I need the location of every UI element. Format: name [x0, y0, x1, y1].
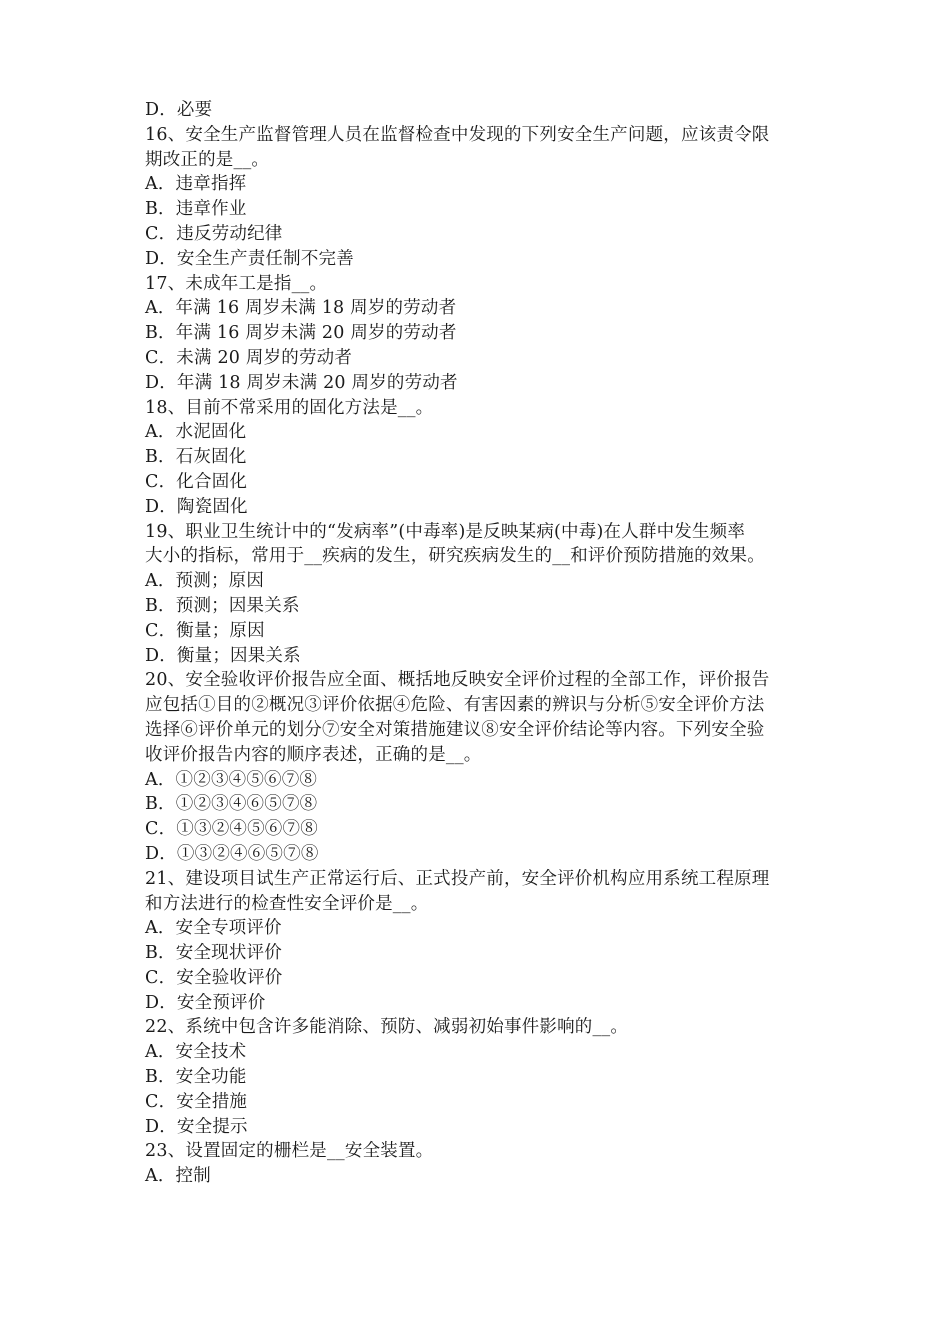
option-line: C．违反劳动纪律 — [145, 223, 283, 244]
option-line: B．违章作业 — [145, 199, 247, 220]
option-line: D．必要 — [145, 100, 213, 120]
option-line: D．衡量；因果关系 — [145, 645, 301, 666]
option-line: C．化合固化 — [145, 471, 248, 492]
document-page — [145, 98, 815, 1189]
option-line: B．安全现状评价 — [145, 943, 282, 964]
question-line: 收评价报告内容的顺序表述，正确的是__。 — [145, 744, 482, 765]
question-line: 和方法进行的检查性安全评价是__。 — [145, 893, 429, 914]
question-line: 21、建设项目试生产正常运行后、正式投产前，安全评价机构应用系统工程原理 — [145, 868, 770, 889]
option-line: D．安全生产责任制不完善 — [145, 248, 354, 269]
option-line: A．年满 16 周岁未满 18 周岁的劳动者 — [145, 298, 457, 319]
question-line: 22、系统中包含许多能消除、预防、减弱初始事件影响的__。 — [145, 1017, 629, 1038]
question-line: 17、未成年工是指__。 — [145, 273, 328, 294]
question-line: 大小的指标，常用于__疾病的发生，研究疾病发生的__和评价预防措施的效果。 — [145, 546, 765, 567]
option-line: D．安全提示 — [145, 1116, 248, 1137]
option-line: A．水泥固化 — [145, 422, 247, 443]
option-line: B．预测；因果关系 — [145, 595, 300, 616]
question-line: 23、设置固定的栅栏是__安全装置。 — [145, 1141, 434, 1162]
option-line: A．预测；原因 — [145, 571, 265, 592]
option-line: B．安全功能 — [145, 1067, 247, 1088]
option-line: C．未满 20 周岁的劳动者 — [145, 347, 353, 368]
question-line: 20、安全验收评价报告应全面、概括地反映安全评价过程的全部工作，评价报告 — [145, 670, 770, 691]
option-line: D．年满 18 周岁未满 20 周岁的劳动者 — [145, 372, 458, 393]
option-line: A．①②③④⑤⑥⑦⑧ — [145, 769, 318, 790]
question-line: 选择⑥评价单元的划分⑦安全对策措施建议⑧安全评价结论等内容。下列安全验 — [145, 719, 765, 740]
question-line: 16、安全生产监督管理人员在监督检查中发现的下列安全生产问题，应该责令限 — [145, 124, 770, 145]
question-line: 期改正的是__。 — [145, 149, 270, 170]
question-line: 19、职业卫生统计中的“发病率”(中毒率)是反映某病(中毒)在人群中发生频率 — [145, 521, 746, 542]
option-line: D．①③②④⑥⑤⑦⑧ — [145, 843, 319, 864]
option-line: C．安全验收评价 — [145, 967, 283, 988]
option-line: C．①③②④⑤⑥⑦⑧ — [145, 819, 318, 840]
option-line: A．控制 — [145, 1166, 211, 1187]
option-line: C．安全措施 — [145, 1091, 248, 1112]
option-line: B．年满 16 周岁未满 20 周岁的劳动者 — [145, 323, 457, 344]
option-line: A．安全技术 — [145, 1042, 247, 1063]
option-line: B．①②③④⑥⑤⑦⑧ — [145, 794, 318, 815]
option-line: D．陶瓷固化 — [145, 496, 248, 517]
option-line: B．石灰固化 — [145, 447, 247, 468]
option-line: D．安全预评价 — [145, 992, 266, 1013]
question-line: 应包括①目的②概况③评价依据④危险、有害因素的辨识与分析⑤安全评价方法 — [145, 695, 765, 716]
option-line: C．衡量；原因 — [145, 620, 265, 641]
option-line: A．违章指挥 — [145, 174, 247, 195]
option-line: A．安全专项评价 — [145, 918, 282, 939]
question-line: 18、目前不常采用的固化方法是__。 — [145, 397, 434, 418]
